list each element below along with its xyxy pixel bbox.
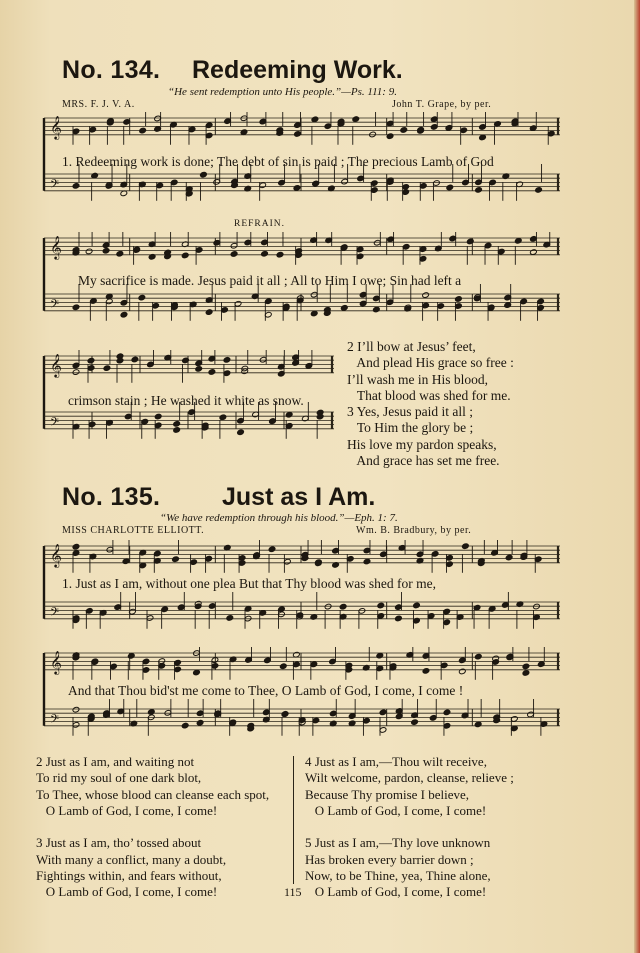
page-edge (634, 0, 640, 953)
svg-text:𝄞: 𝄞 (50, 352, 62, 377)
svg-text:𝄞: 𝄞 (50, 234, 62, 259)
hymn-134-title: Redeeming Work. (192, 56, 403, 84)
hymn-135-verses-4-5: 4 Just as I am,—Thou wilt receive, Wilt welcome, pardon, cleanse, relieve ; Because Thy promise I believe, O Lamb of God, I come, I come! 5 Just as I am,—Thy love unknown Has broken every barrier down ; Now, to be Thine, yea, Thine alone, O Lamb of God, I come, I come! (305, 754, 514, 900)
page-number: 115 (284, 885, 302, 899)
svg-text:𝄢: 𝄢 (50, 297, 60, 314)
hymn-134-lyric-line-3: crimson stain ; He washed it white as snow. (68, 393, 304, 408)
svg-text:𝄢: 𝄢 (50, 712, 60, 729)
hymn-135-number: No. 135. (62, 483, 161, 511)
hymn-134-scripture-reference: “He sent redemption unto His people.”—Ps. 111: 9. (168, 86, 397, 98)
hymn-134-number: No. 134. (62, 56, 161, 84)
hymn-135-verses-2-3: 2 Just as I am, and waiting not To rid my soul of one dark blot, To Thee, whose blood can cleanse each spot, O Lamb of God, I come, I come! 3 Just as I am, tho’ tossed about With many a conflict, many a doubt, Fightings within, and fears without, O Lamb of God, I come, I come! (36, 754, 270, 900)
hymn-134-lyric-line-2: My sacrifice is made. Jesus paid it all ; All to Him I owe; Sin had left a (78, 273, 462, 288)
hymn-135-lyric-line-2: And that Thou bid'st me come to Thee, O Lamb of God, I come, I come ! (68, 683, 464, 698)
hymn-135-title: Just as I Am. (222, 483, 376, 511)
svg-text:𝄞: 𝄞 (50, 114, 62, 139)
svg-text:𝄢: 𝄢 (50, 605, 60, 622)
svg-text:𝄞: 𝄞 (50, 649, 62, 674)
hymn-134-author: MRS. F. J. V. A. (62, 99, 135, 110)
hymn-135-scripture-reference: “We have redemption through his blood.”—Eph. 1: 7. (160, 512, 398, 524)
svg-text:𝄢: 𝄢 (50, 415, 60, 432)
hymn-134-composer: John T. Grape, by per. (392, 99, 492, 110)
hymn-134-refrain-label: REFRAIN. (234, 219, 286, 229)
hymn-134-verses-2-3: 2 I’ll bow at Jesus’ feet, And plead His grace so free : I’ll wash me in His blood, That blood was shed for me. 3 Yes, Jesus paid it all ; To Him the glory be ; His love my pardon speaks, And grace has set me free. (347, 339, 514, 469)
verse-column-divider (293, 756, 294, 884)
hymn-134-lyric-line-1: 1. Redeeming work is done; The debt of sin is paid ; The precious Lamb of God (62, 154, 494, 169)
svg-text:𝄢: 𝄢 (50, 177, 60, 194)
svg-text:𝄞: 𝄞 (50, 542, 62, 567)
hymn-135-author: MISS CHARLOTTE ELLIOTT. (62, 525, 205, 536)
hymn-135-lyric-line-1: 1. Just as I am, without one plea But that Thy blood was shed for me, (62, 576, 436, 591)
hymn-135-composer: Wm. B. Bradbury, by per. (356, 525, 472, 536)
